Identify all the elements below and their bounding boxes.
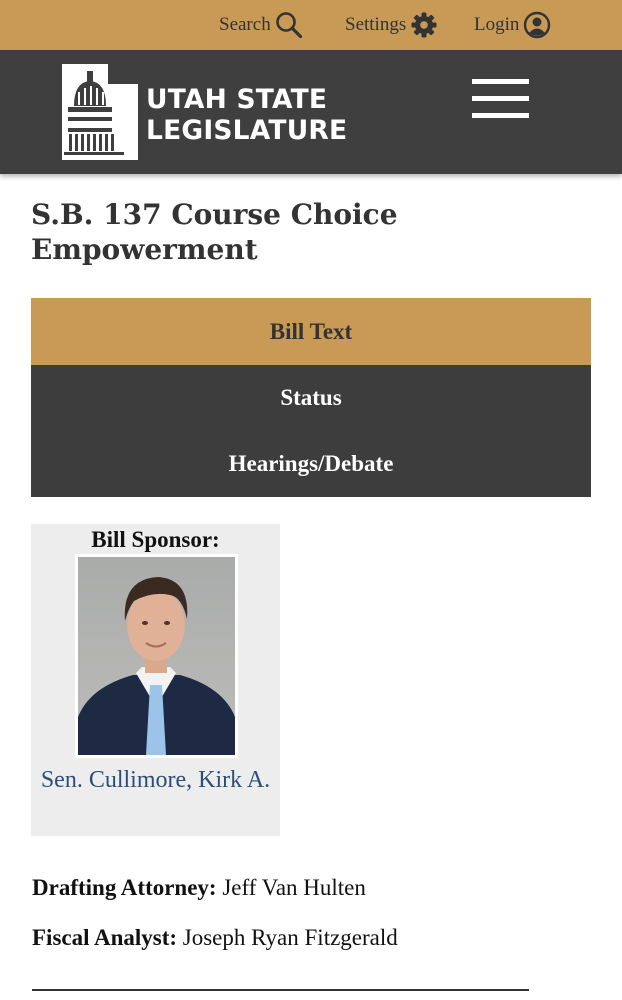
search-link[interactable] [219, 0, 303, 50]
drafting-attorney [32, 875, 366, 901]
sponsor-card [31, 524, 280, 836]
drafting-attorney-label: Drafting Attorney: [32, 875, 217, 900]
utah-capitol-logo-icon [60, 62, 140, 167]
gear-icon [410, 11, 438, 39]
page-title: S.B. 137 Course Choice Empowerment [31, 198, 398, 266]
fiscal-analyst-value: Joseph Ryan Fitzgerald [182, 925, 398, 950]
site-header [0, 50, 622, 174]
utility-bar [0, 0, 622, 50]
sponsor-photo[interactable] [75, 554, 238, 758]
sponsor-name-link[interactable]: Sen. Cullimore, Kirk A. [40, 767, 271, 793]
site-logo[interactable] [60, 62, 347, 167]
user-circle-icon [523, 11, 551, 39]
fiscal-analyst-label: Fiscal Analyst: [32, 925, 178, 950]
settings-label: Settings [345, 14, 407, 35]
hamburger-menu-icon[interactable] [472, 79, 529, 119]
login-link[interactable] [474, 0, 551, 50]
divider [32, 989, 529, 991]
tab-status[interactable]: Status [31, 365, 591, 431]
drafting-attorney-value: Jeff Van Hulten [222, 875, 366, 900]
fiscal-analyst [32, 925, 398, 951]
settings-link[interactable] [345, 0, 438, 50]
logo-line-1: UTAH STATE [146, 83, 328, 115]
logo-wordmark [146, 84, 347, 146]
bill-tabs [31, 298, 591, 497]
logo-line-2: LEGISLATURE [146, 114, 348, 146]
login-label: Login [474, 14, 520, 35]
sponsor-label: Bill Sponsor: [91, 527, 220, 552]
search-icon [275, 11, 303, 39]
tab-hearings-debate[interactable]: Hearings/Debate [31, 431, 591, 497]
tab-bill-text[interactable]: Bill Text [31, 298, 591, 365]
search-label: Search [219, 14, 271, 35]
